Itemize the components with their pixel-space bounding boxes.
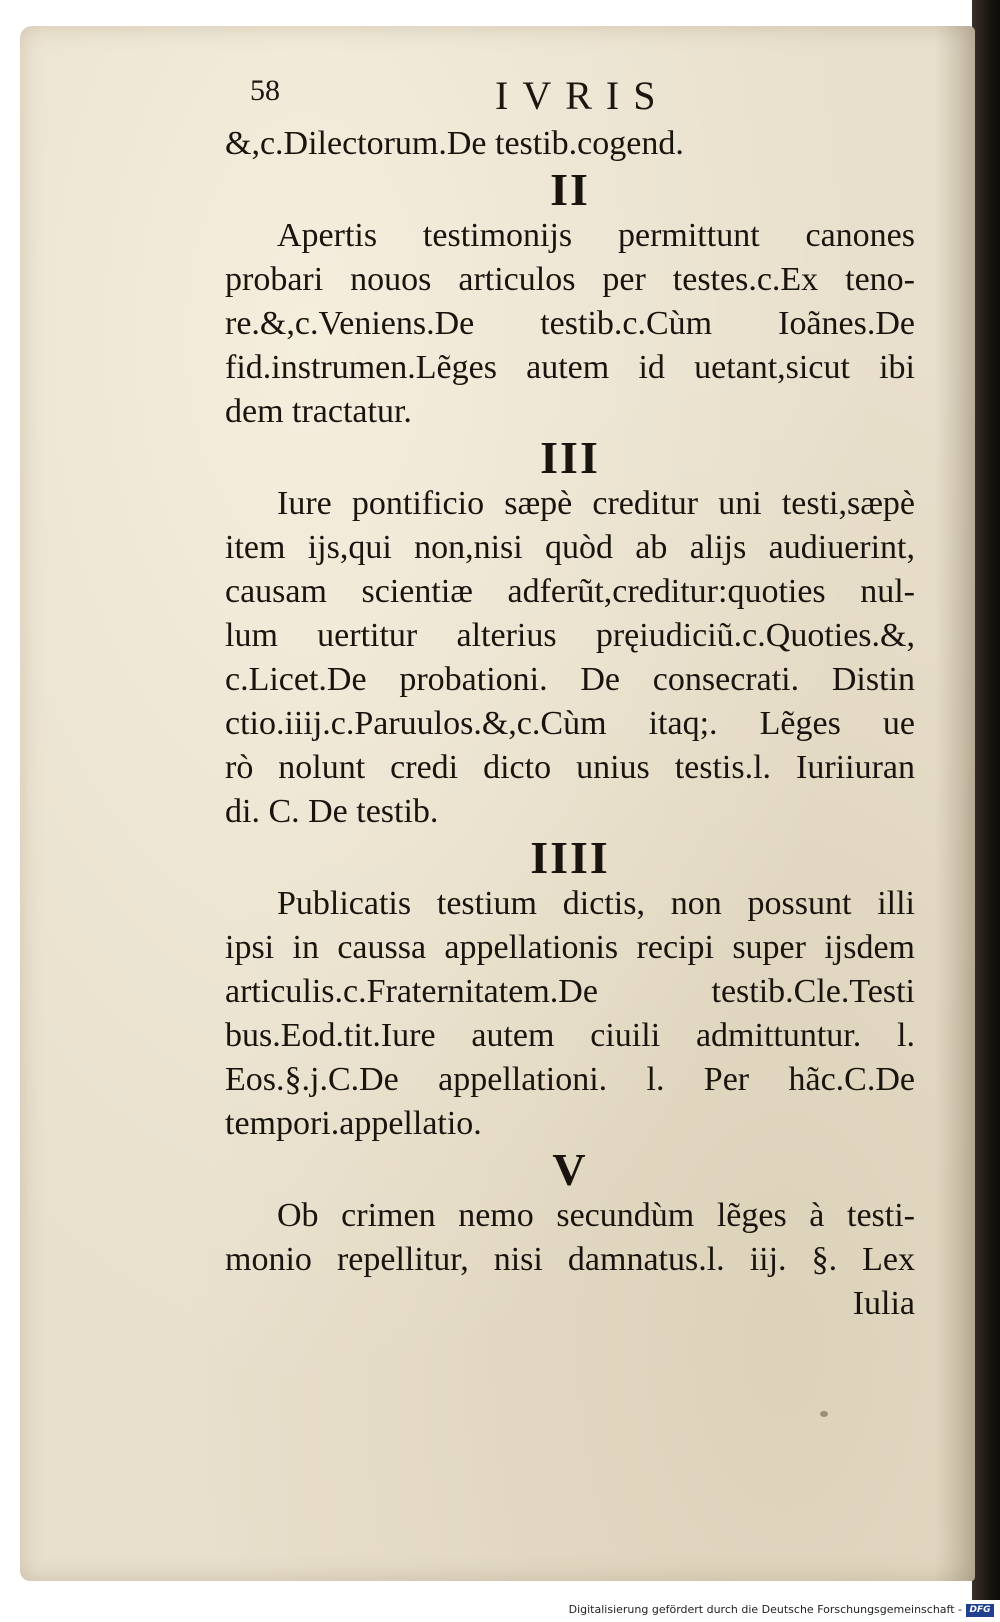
text-line: rò nolunt credi dicto unius testis.l. Iuriiuran [225,749,915,786]
section-numeral: III [540,432,600,483]
text-line: Publicatis testium dictis, non possunt illi [277,885,915,922]
text-line: articulis.c.Fraternitatem.De testib.Cle.Testi [225,973,915,1010]
paper-spot [820,1411,828,1417]
text-line: fid.instrumen.Lẽges autem id uetant,sicut ibi [225,349,915,386]
digitization-footer [0,1600,1000,1622]
text-line: dem tractatur. [225,393,412,430]
section-numeral: V [552,1144,588,1195]
text-line: ctio.iiij.c.Paruulos.&,c.Cùm itaq;. Lẽges ue [225,705,915,742]
text-line: di. C. De testib. [225,793,439,830]
section-numeral: IIII [530,832,610,883]
text-line: Iure pontificio sæpè creditur uni testi,sæpè [277,485,915,522]
text-line: re.&,c.Veniens.De testib.c.Cùm Ioãnes.De [225,305,915,342]
page-number: 58 [250,74,280,107]
text-line: Eos.§.j.C.De appellationi. l. Per hãc.C.De [225,1061,915,1098]
text-line: tempori.appellatio. [225,1105,482,1142]
text-line: lum uertitur alterius pręiudiciũ.c.Quoties.&, [225,617,915,654]
section-numeral: II [550,164,590,215]
text-line: causam scientiæ adferũt,creditur:quoties nul- [225,573,915,610]
text-line: &,c.Dilectorum.De testib.cogend. [225,125,684,162]
running-head: IVRIS [495,73,670,118]
text-block [225,122,925,1326]
text-line: probari nouos articulos per testes.c.Ex teno- [225,261,915,298]
text-line: bus.Eod.tit.Iure autem ciuili admittuntur. l. [225,1017,915,1054]
text-line: item ijs,qui non,nisi quòd ab alijs audiuerint, [225,529,915,566]
catchword: Iulia [852,1285,915,1322]
text-line: Ob crimen nemo secundùm lẽges à testi- [277,1197,915,1234]
text-line: monio repellitur, nisi damnatus.l. iij. §. Lex [225,1241,915,1278]
dfg-logo-icon: DFG [966,1604,994,1617]
text-line: ipsi in caussa appellationis recipi super ijsdem [225,929,915,966]
text-line: Apertis testimonijs permittunt canones [277,217,915,254]
text-line: c.Licet.De probationi. De consecrati. Distin [225,661,915,698]
book-edge [972,0,1000,1600]
footer-credit: Digitalisierung gefördert durch die Deutsche Forschungsgemeinschaft - [568,1603,962,1616]
page-gutter-shadow [935,26,975,1581]
page-header [250,72,710,122]
